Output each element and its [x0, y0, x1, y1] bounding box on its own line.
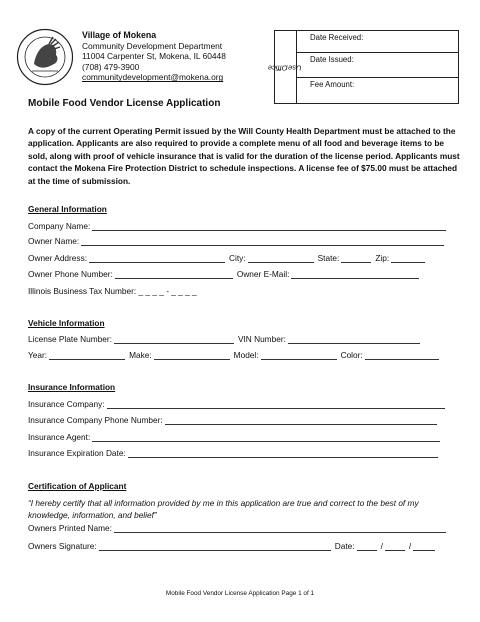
form-title: Mobile Food Vendor License Application: [28, 98, 221, 109]
organization-info: [82, 30, 226, 83]
plate-label: License Plate Number:: [28, 334, 112, 344]
zip-input[interactable]: [391, 254, 425, 263]
date-received-field[interactable]: Date Received:: [297, 33, 458, 53]
insurance-company-input[interactable]: [107, 400, 445, 409]
insurance-company-row: [28, 399, 449, 409]
certification-statement: “I hereby certify that all information provided by me in this application are true and correct to the best of my knowledge, information, and belief”: [28, 498, 419, 520]
insurance-expiration-label: Insurance Expiration Date:: [28, 448, 126, 458]
model-input[interactable]: [261, 351, 337, 360]
tax-number-row: [28, 286, 197, 296]
date-label: Date:: [334, 541, 355, 551]
printed-name-input[interactable]: [114, 524, 446, 533]
organization-email-link[interactable]: communitydevelopment@mokena.org: [82, 72, 224, 83]
owner-address-label: Owner Address:: [28, 253, 88, 263]
organization-name: Village of Mokena: [82, 30, 157, 40]
signature-input[interactable]: [99, 542, 331, 551]
owner-address-input[interactable]: [89, 254, 225, 263]
vin-input[interactable]: [288, 335, 420, 344]
certification-heading: Certification of Applicant: [28, 481, 127, 491]
company-name-row: [28, 221, 450, 231]
signature-row: [28, 541, 439, 551]
insurance-phone-input[interactable]: [165, 416, 437, 425]
owner-contact-row: [28, 269, 423, 279]
insurance-info-heading: Insurance Information: [28, 382, 116, 392]
date-slash-2: /: [408, 541, 412, 551]
make-input[interactable]: [154, 351, 230, 360]
page-footer: Mobile Food Vendor License Application Page 1 of 1: [165, 590, 315, 597]
date-year-input[interactable]: [413, 542, 435, 551]
fee-amount-field[interactable]: Fee Amount:: [310, 80, 355, 89]
owner-address-row: [28, 253, 429, 263]
vin-label: VIN Number:: [237, 334, 286, 344]
owner-name-row: [28, 236, 448, 246]
state-label: State:: [317, 253, 340, 263]
vehicle-details-row: [28, 350, 443, 360]
date-day-input[interactable]: [385, 542, 405, 551]
make-label: Make:: [129, 350, 152, 360]
date-slash-1: /: [380, 541, 383, 551]
owner-email-label: Owner E-Mail:: [236, 269, 290, 279]
organization-address: 11004 Carpenter St, Mokena, IL 60448: [82, 51, 226, 62]
office-use-label: Office Use:: [275, 31, 297, 103]
insurance-phone-row: [28, 415, 441, 425]
village-seal-logo: [16, 28, 74, 86]
company-name-input[interactable]: [92, 222, 446, 231]
insurance-expiration-row: [28, 448, 442, 458]
owner-name-label: Owner Name:: [28, 236, 80, 246]
insurance-expiration-input[interactable]: [128, 449, 438, 458]
color-input[interactable]: [365, 351, 439, 360]
plate-input[interactable]: [114, 335, 234, 344]
insurance-company-label: Insurance Company:: [28, 399, 105, 409]
year-input[interactable]: [49, 351, 125, 360]
tax-number-field[interactable]: Illinois Business Tax Number: _ _ _ _ - _ _ _ _: [28, 286, 197, 296]
date-issued-field[interactable]: Date Issued:: [297, 53, 458, 78]
general-info-heading: General Information: [28, 204, 107, 214]
city-label: City:: [229, 253, 246, 263]
signature-label: Owners Signature:: [28, 541, 97, 551]
owner-phone-input[interactable]: [115, 270, 233, 279]
date-month-input[interactable]: [357, 542, 377, 551]
office-use-box: [267, 30, 459, 104]
organization-phone: (708) 479-3900: [82, 61, 140, 72]
company-name-label: Company Name:: [28, 221, 91, 231]
department-name: Community Development Department: [82, 40, 223, 51]
year-label: Year:: [28, 350, 48, 360]
model-label: Model:: [233, 350, 259, 360]
printed-name-row: [28, 523, 450, 533]
printed-name-label: Owners Printed Name:: [28, 523, 112, 533]
owner-name-input[interactable]: [81, 237, 444, 246]
owner-phone-label: Owner Phone Number:: [28, 269, 113, 279]
insurance-phone-label: Insurance Company Phone Number:: [28, 415, 163, 425]
vehicle-id-row: [28, 334, 424, 344]
insurance-agent-label: Insurance Agent:: [28, 432, 91, 442]
instructions-paragraph: A copy of the current Operating Permit issued by the Will County Health Department must be attached to the application. Applicants are also required to provide a complete menu of all food and beverage items to be sold, along with proof of vehicle insurance that is valid for the duration of the license period. Applicants must contact the Mokena Fire Protection District to schedule inspections. A license fee of $75.00 must be attached at the time of submission.: [28, 126, 460, 186]
color-label: Color:: [340, 350, 363, 360]
insurance-agent-input[interactable]: [92, 433, 440, 442]
state-input[interactable]: [341, 254, 371, 263]
city-input[interactable]: [248, 254, 314, 263]
insurance-agent-row: [28, 432, 444, 442]
zip-label: Zip:: [375, 253, 390, 263]
vehicle-info-heading: Vehicle Information: [28, 318, 105, 328]
owner-email-input[interactable]: [291, 270, 419, 279]
